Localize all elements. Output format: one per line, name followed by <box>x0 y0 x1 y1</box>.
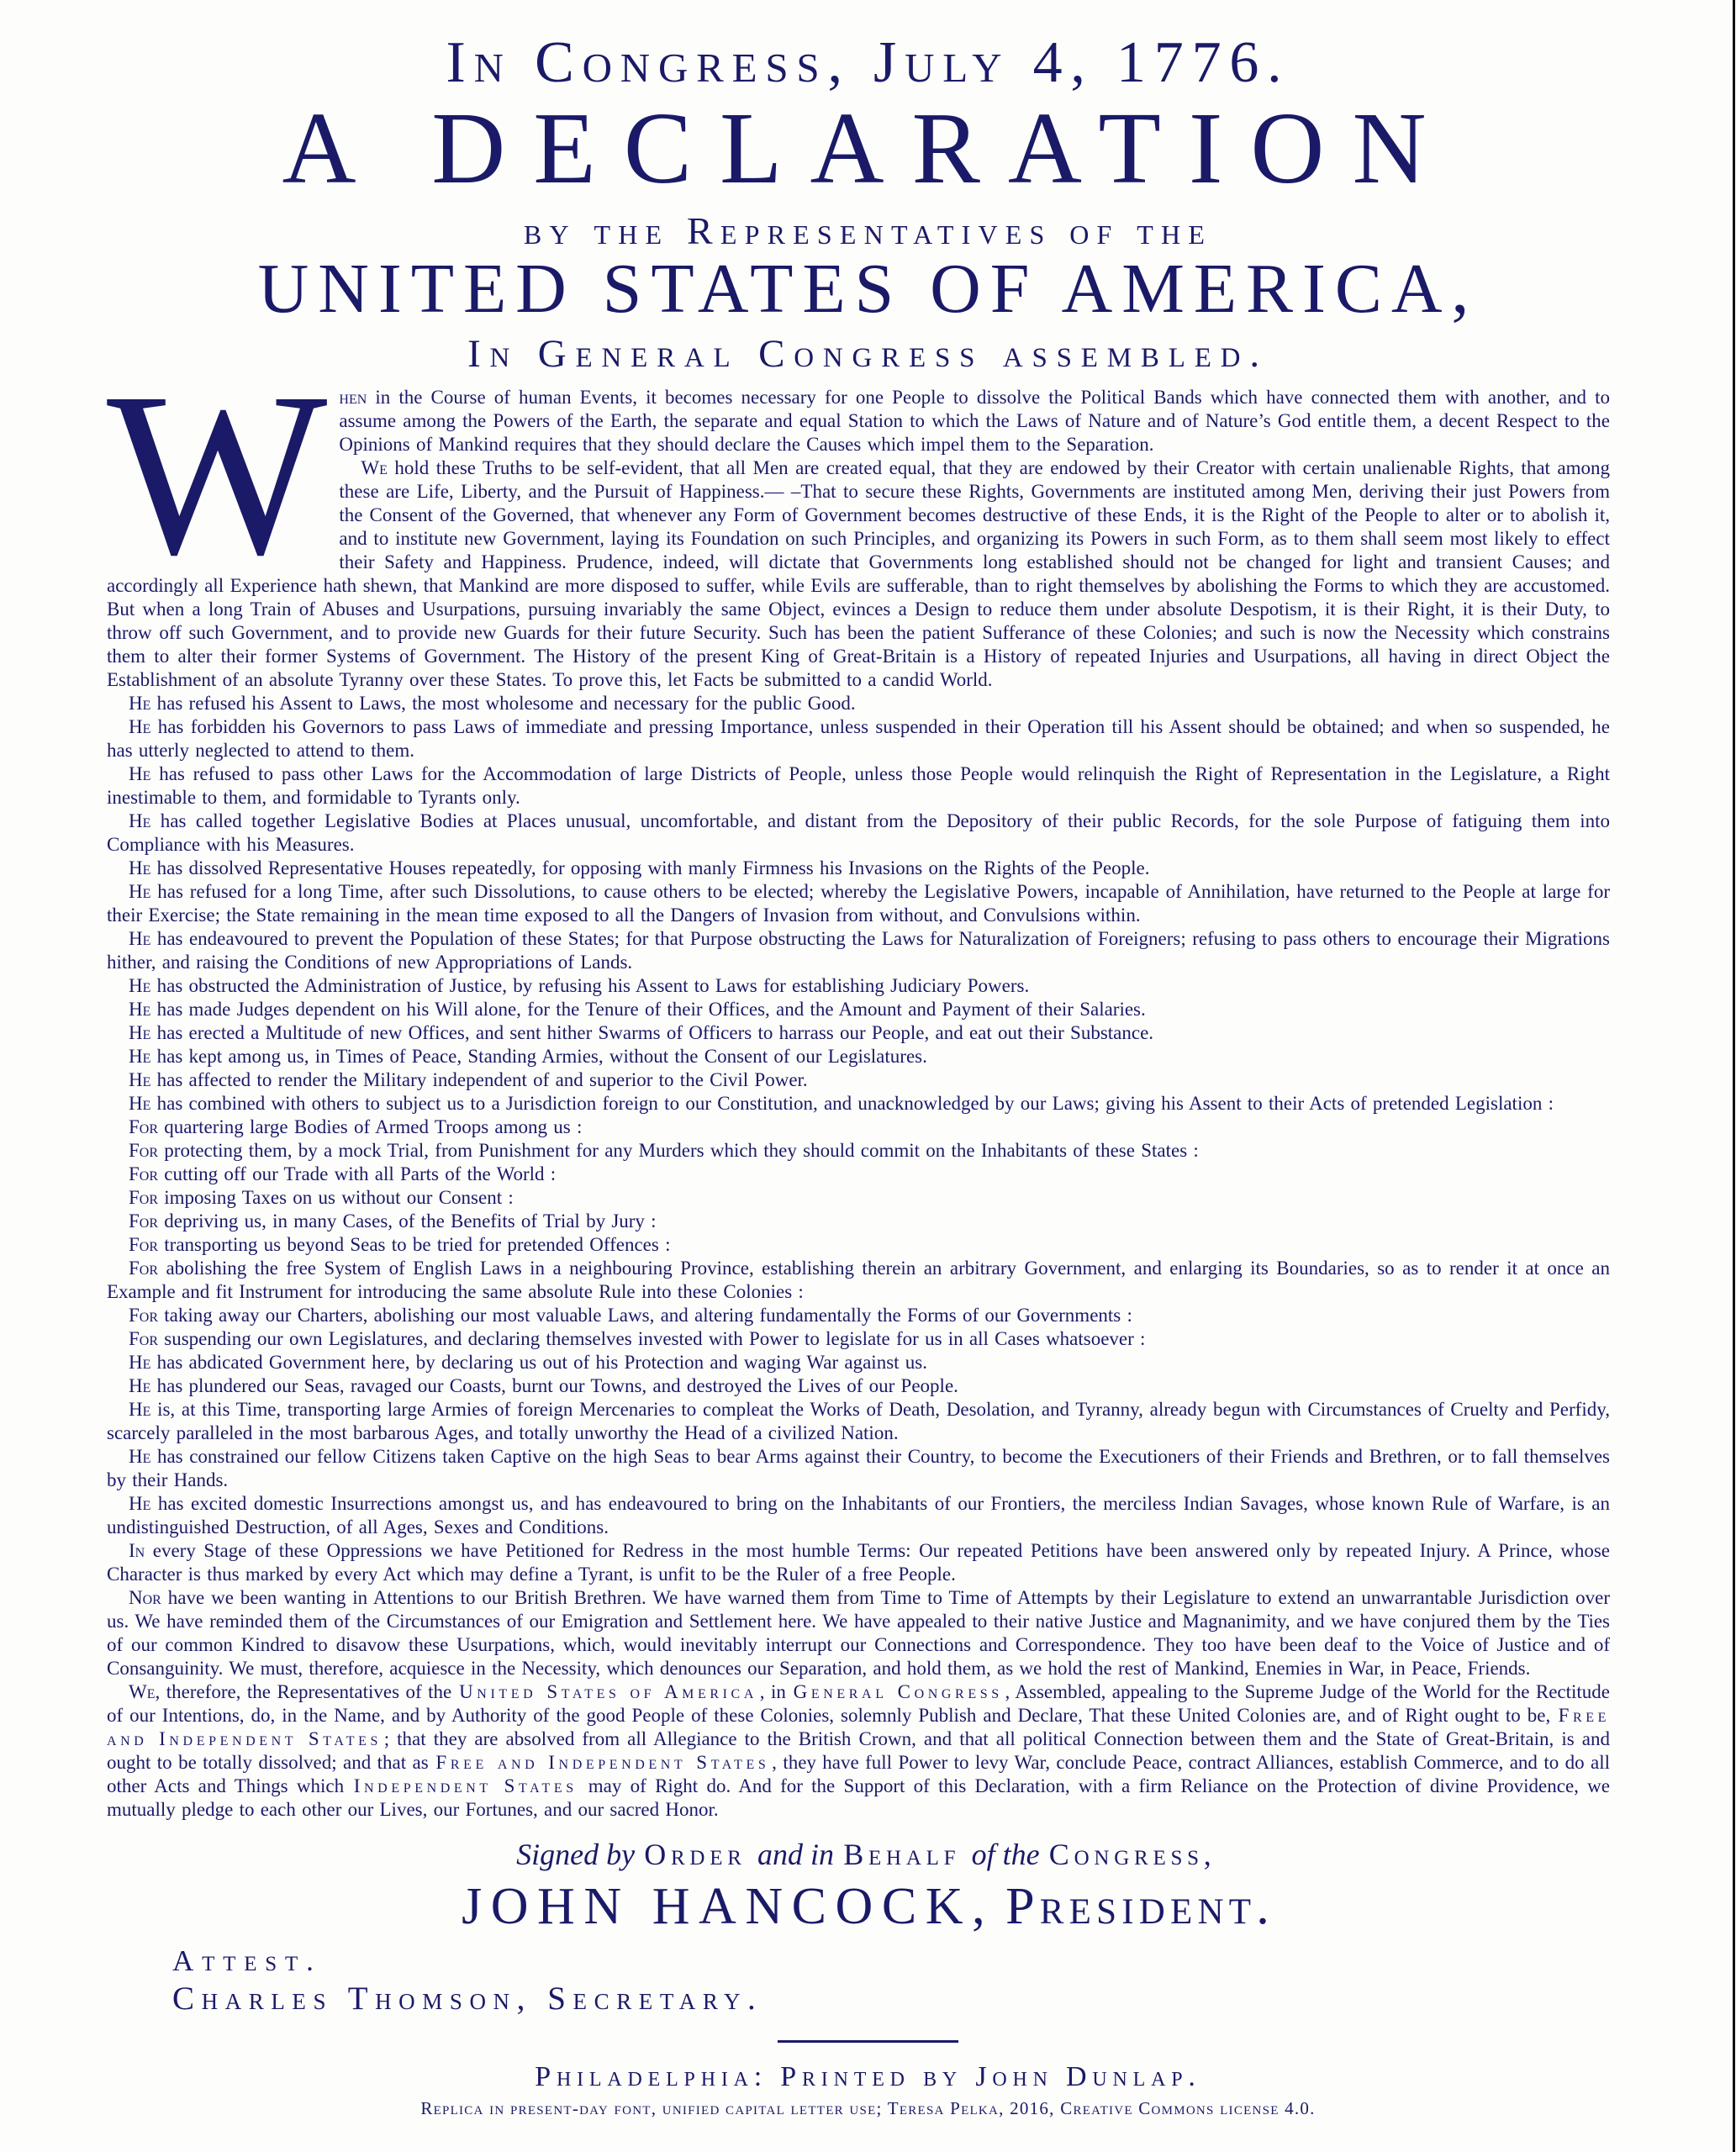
body-paragraph <box>107 1210 1610 1233</box>
text-run: He <box>129 810 151 831</box>
text-run: has plundered our Seas, ravaged our Coasts, burnt our Towns, and destroyed the Lives of our People. <box>150 1375 958 1396</box>
text-run: We <box>361 457 388 478</box>
text-run: He <box>129 1022 151 1043</box>
text-run: Order <box>644 1838 747 1871</box>
body-paragraph <box>107 974 1610 998</box>
text-run: He <box>129 1446 151 1467</box>
attest-label: Attest. <box>172 1944 322 1977</box>
text-run: of the <box>963 1838 1047 1871</box>
text-run: cutting off our Trade with all Parts of the World : <box>158 1163 557 1184</box>
text-run: For <box>129 1140 159 1161</box>
text-run: has forbidden his Governors to pass Laws of immediate and pressing Importance, unless suspended in their Operation till his Assent should be obtained; and when so suspended, he has utterly neglected to attend to them. <box>107 716 1610 761</box>
text-run: Congress, <box>1048 1838 1216 1871</box>
text-run: has refused his Assent to Laws, the most wholesome and necessary for the public Good. <box>150 693 856 714</box>
body-paragraph <box>107 1586 1610 1680</box>
body-paragraph <box>107 1374 1610 1398</box>
body-paragraph <box>107 1257 1610 1304</box>
text-run: Free and Independent States <box>107 1705 1610 1749</box>
hancock-line <box>0 1877 1736 1935</box>
body-paragraph <box>107 1045 1610 1068</box>
body-paragraph <box>107 715 1610 762</box>
masthead-assembled-line: In General Congress assembled. <box>467 332 1269 376</box>
body-paragraph <box>107 1233 1610 1257</box>
text-run: For <box>129 1187 159 1208</box>
text-run: , therefore, the Representatives of the <box>155 1681 458 1702</box>
text-run: Behalf <box>843 1838 961 1871</box>
masthead-congress-line: In Congress, July 4, 1776. <box>446 30 1290 95</box>
text-run: He <box>129 1352 151 1373</box>
imprint-divider <box>778 2040 958 2043</box>
text-run: He <box>129 716 151 737</box>
text-run: abolishing the free System of English Laws in a neighbouring Province, establishing therein an arbitrary Government, and enlarging its Boundaries, so as to render it at once an Example and fit Instrument for introducing the same absolute Rule into these Colonies : <box>107 1258 1610 1302</box>
body-paragraph <box>107 927 1610 974</box>
body-paragraph <box>107 1492 1610 1539</box>
masthead-states-line: UNITED STATES OF AMERICA, <box>257 250 1479 328</box>
text-run: For <box>129 1116 159 1137</box>
text-run: depriving us, in many Cases, of the Benefits of Trial by Jury : <box>158 1210 657 1232</box>
body-paragraph <box>107 1445 1610 1492</box>
text-run: For <box>129 1234 159 1255</box>
text-run: transporting us beyond Seas to be tried for pretended Offences : <box>158 1234 671 1255</box>
text-run: have we been wanting in Attentions to our British Brethren. We have warned them from Time to Time of Attempts by their Legislature to extend an unwarrantable Jurisdiction over us. We have reminded them of the Circumstances of our Emigration and Settlement here. We have appealed to their native Justice and Magnanimity, and we have conjured them by the Ties of our common Kindred to disavow these Usurpations, which, would inevitably interrupt our Connections and Correspondence. They too have been deaf to the Voice of Justice and of Consanguinity. We must, therefore, acquiesce in the Necessity, which denounces our Separation, and hold them, as we hold the rest of Mankind, Enemies in War, in Peace, Friends. <box>107 1587 1610 1679</box>
signed-by-line <box>0 1838 1736 1872</box>
text-run: For <box>129 1328 159 1349</box>
hancock-title: President. <box>1005 1877 1274 1935</box>
body-paragraph <box>107 1163 1610 1186</box>
text-run: is, at this Time, transporting large Armies of foreign Mercenaries to compleat the Works of Death, Desolation, and Tyranny, already begun with Circumstances of Cruelty and Perfidy, scarcely paralleled in the most barbarous Ages, and totally unworthy the Head of a civilized Nation. <box>107 1399 1610 1443</box>
text-run: United States of America <box>459 1681 757 1702</box>
text-run: has refused to pass other Laws for the Accommodation of large Districts of People, unless those People would relinquish the Right of Representation in the Legislature, a Right inestimable to them, and formidable to Tyrants only. <box>107 763 1610 808</box>
text-run: He <box>129 1375 151 1396</box>
text-run: has combined with others to subject us to a Jurisdiction foreign to our Constitution, and unacknowledged by our Laws; giving his Assent to their Acts of pretended Legislation : <box>150 1093 1554 1114</box>
text-run: has kept among us, in Times of Peace, Standing Armies, without the Consent of our Legislatures. <box>150 1046 927 1067</box>
text-run: , Assembled, appealing to the Supreme Judge of the World for the Rectitude of our Intentions, do, in the Name, and by Authority of the good People of these Colonies, solemnly Publish and Declare, That these United Colonies are, and of Right ought to be, <box>107 1681 1611 1726</box>
text-run: imposing Taxes on us without our Consent : <box>158 1187 514 1208</box>
text-run: For <box>129 1305 159 1326</box>
text-run: Signed by <box>516 1838 643 1871</box>
body-paragraph <box>107 692 1610 715</box>
body-paragraph <box>107 880 1610 927</box>
scan-edge-artifact <box>1733 0 1735 2152</box>
body-paragraph <box>107 1304 1610 1327</box>
text-run: hold these Truths to be self-evident, that all Men are created equal, that they are endowed by their Creator with certain unalienable Rights, that among these are Life, Liberty, and the Pursuit of Happiness.— –That to secure these Rights, Governments are instituted among Men, deriving their just Powers from the Consent of the Governed, that whenever any Form of Government becomes destructive of these Ends, it is the Right of the People to alter or to abolish it, and to institute new Government, laying its Foundation on such Principles, and organizing its Powers in such Form, as to them shall seem most likely to effect their Safety and Happiness. Prudence, indeed, will dictate that Governments long established should not be changed for light and transient Causes; and accordingly all Experience hath shewn, that Mankind are more disposed to suffer, while Evils are sufferable, than to right themselves by abolishing the Forms to which they are accustomed. But when a long Train of Abuses and Usurpations, pursuing invariably the same Object, evinces a Design to reduce them under absolute Despotism, it is their Right, it is their Duty, to throw off such Government, and to provide new Guards for their future Security. Such has been the patient Sufferance of these Colonies; and such is now the Necessity which constrains them to alter their former Systems of Government. The History of the present King of Great-Britain is a History of repeated Injuries and Usurpations, all having in direct Object the Establishment of an absolute Tyranny over these States. To prove this, let Facts be submitted to a candid World. <box>107 457 1610 690</box>
text-run: has constrained our fellow Citizens taken Captive on the high Seas to bear Arms against their Country, to become the Executioners of their Friends and Brethren, or to fall themselves by their Hands. <box>107 1446 1610 1490</box>
text-run: suspending our own Legislatures, and declaring themselves invested with Power to legislate for us in all Cases whatsoever : <box>158 1328 1146 1349</box>
imprint <box>0 2060 1736 2118</box>
text-run: He <box>129 1493 151 1514</box>
text-run: We <box>129 1681 156 1702</box>
text-run: has dissolved Representative Houses repeatedly, for opposing with manly Firmness his Invasions on the Rights of the People. <box>150 857 1150 878</box>
text-run: hen <box>339 387 367 408</box>
text-run: He <box>129 881 151 902</box>
text-run: ; that they are absolved from all Allegiance to the British Crown, and that all political Connection between them and the State of Great-Britain, is and ought to be totally dissolved; and that as <box>107 1728 1610 1773</box>
text-run: He <box>129 763 151 784</box>
masthead-by-line: by the Representatives of the <box>523 209 1213 252</box>
text-run: He <box>129 857 151 878</box>
masthead <box>0 0 1736 374</box>
text-run: For <box>129 1258 159 1279</box>
text-run: Free and Independent States <box>435 1752 770 1773</box>
text-run: taking away our Charters, abolishing our most valuable Laws, and altering fundamentally the Forms of our Governments : <box>158 1305 1132 1326</box>
printer-line: Philadelphia: Printed by John Dunlap. <box>535 2060 1201 2092</box>
body-paragraph <box>107 1116 1610 1139</box>
declaration-body <box>0 345 1736 1822</box>
body-paragraph <box>107 1327 1610 1351</box>
hancock-name: JOHN HANCOCK, <box>462 1877 995 1935</box>
body-paragraph <box>107 1021 1610 1045</box>
signature-block <box>0 1838 1736 2015</box>
dropcap-w: W <box>107 345 328 604</box>
text-run: has called together Legislative Bodies at Places unusual, uncomfortable, and distant from the Depository of their public Records, for the sole Purpose of fatiguing them into Compliance with his Measures. <box>107 810 1610 855</box>
text-run: has endeavoured to prevent the Population of these States; for that Purpose obstructing the Laws for Naturalization of Foreigners; refusing to pass others to encourage their Migrations hither, and raising the Conditions of new Appropriations of Lands. <box>107 928 1610 973</box>
text-run: Independent States <box>353 1775 578 1796</box>
body-paragraph <box>107 1186 1610 1210</box>
text-run: For <box>129 1210 159 1232</box>
body-paragraph <box>107 1680 1610 1822</box>
text-run: has refused for a long Time, after such Dissolutions, to cause others to be elected; whereby the Legislative Powers, incapable of Annihilation, have returned to the People at large for their Exercise; the State remaining in the mean time exposed to all the Dangers of Invasion from without, and Convulsions within. <box>107 881 1610 926</box>
text-run: He <box>129 999 151 1020</box>
body-paragraph <box>107 1139 1610 1163</box>
text-run: He <box>129 928 151 949</box>
body-paragraph <box>107 810 1610 857</box>
body-paragraph <box>107 1092 1610 1116</box>
text-run: has affected to render the Military independent of and superior to the Civil Power. <box>150 1069 808 1090</box>
text-run: has abdicated Government here, by declaring us out of his Protection and waging War against us. <box>150 1352 927 1373</box>
text-run: has erected a Multitude of new Offices, and sent hither Swarms of Officers to harrass our People, and eat out their Substance. <box>150 1022 1154 1043</box>
text-run: General Congress <box>793 1681 1003 1702</box>
body-paragraph <box>107 762 1610 810</box>
text-run: protecting them, by a mock Trial, from Punishment for any Murders which they should commit on the Inhabitants of these States : <box>158 1140 1199 1161</box>
text-run: has obstructed the Administration of Justice, by refusing his Assent to Laws for establishing Judiciary Powers. <box>150 975 1030 996</box>
body-paragraph <box>107 998 1610 1021</box>
replica-credit-line: Replica in present-day font, unified capital letter use; Teresa Pelka, 2016, Creative Commons license 4.0. <box>420 2097 1316 2118</box>
text-run: In <box>129 1540 145 1561</box>
body-paragraph <box>107 1068 1610 1092</box>
secretary-line: Charles Thomson, Secretary. <box>172 1980 763 2017</box>
text-run: , they have full Power to levy War, conclude Peace, contract Alliances, establish Commerce, and to do all other Acts and Things which <box>107 1752 1610 1796</box>
body-paragraph <box>107 857 1610 880</box>
text-run: He <box>129 1069 151 1090</box>
text-run: in the Course of human Events, it becomes necessary for one People to dissolve the Political Bands which have connected them with another, and to assume among the Powers of the Earth, the separate and equal Station to which the Laws of Nature and of Nature’s God entitle them, a decent Respect to the Opinions of Mankind requires that they should declare the Causes which impel them to the Separation. <box>339 387 1610 455</box>
text-run: and in <box>750 1838 842 1871</box>
text-run: He <box>129 975 151 996</box>
body-paragraph <box>107 1398 1610 1445</box>
text-run: Nor <box>129 1587 161 1608</box>
text-run: He <box>129 1093 151 1114</box>
text-run: has made Judges dependent on his Will alone, for the Tenure of their Offices, and the Amount and Payment of their Salaries. <box>150 999 1146 1020</box>
body-paragraph <box>107 1539 1610 1586</box>
text-run: may of Right do. And for the Support of this Declaration, with a firm Reliance on the Protection of divine Providence, we mutually pledge to each other our Lives, our Fortunes, and our sacred Honor. <box>107 1775 1610 1820</box>
text-run: He <box>129 1399 151 1420</box>
body-paragraph <box>107 1351 1610 1374</box>
text-run: , in <box>759 1681 793 1702</box>
text-run: He <box>129 1046 151 1067</box>
text-run: every Stage of these Oppressions we have Petitioned for Redress in the most humble Terms: Our repeated Petitions have been answered only by repeated Injury. A Prince, whose Character is thus marked by every Act which may define a Tyrant, is unfit to be the Ruler of a free People. <box>107 1540 1610 1585</box>
text-run: For <box>129 1163 159 1184</box>
text-run: quartering large Bodies of Armed Troops among us : <box>158 1116 583 1137</box>
text-run: has excited domestic Insurrections amongst us, and has endeavoured to bring on the Inhabitants of our Frontiers, the merciless Indian Savages, whose known Rule of Warfare, is an undistinguished Destruction, of all Ages, Sexes and Conditions. <box>107 1493 1610 1538</box>
masthead-declaration-title: A DECLARATION <box>282 92 1454 205</box>
body-paragraph <box>107 456 1610 692</box>
text-run: He <box>129 693 151 714</box>
